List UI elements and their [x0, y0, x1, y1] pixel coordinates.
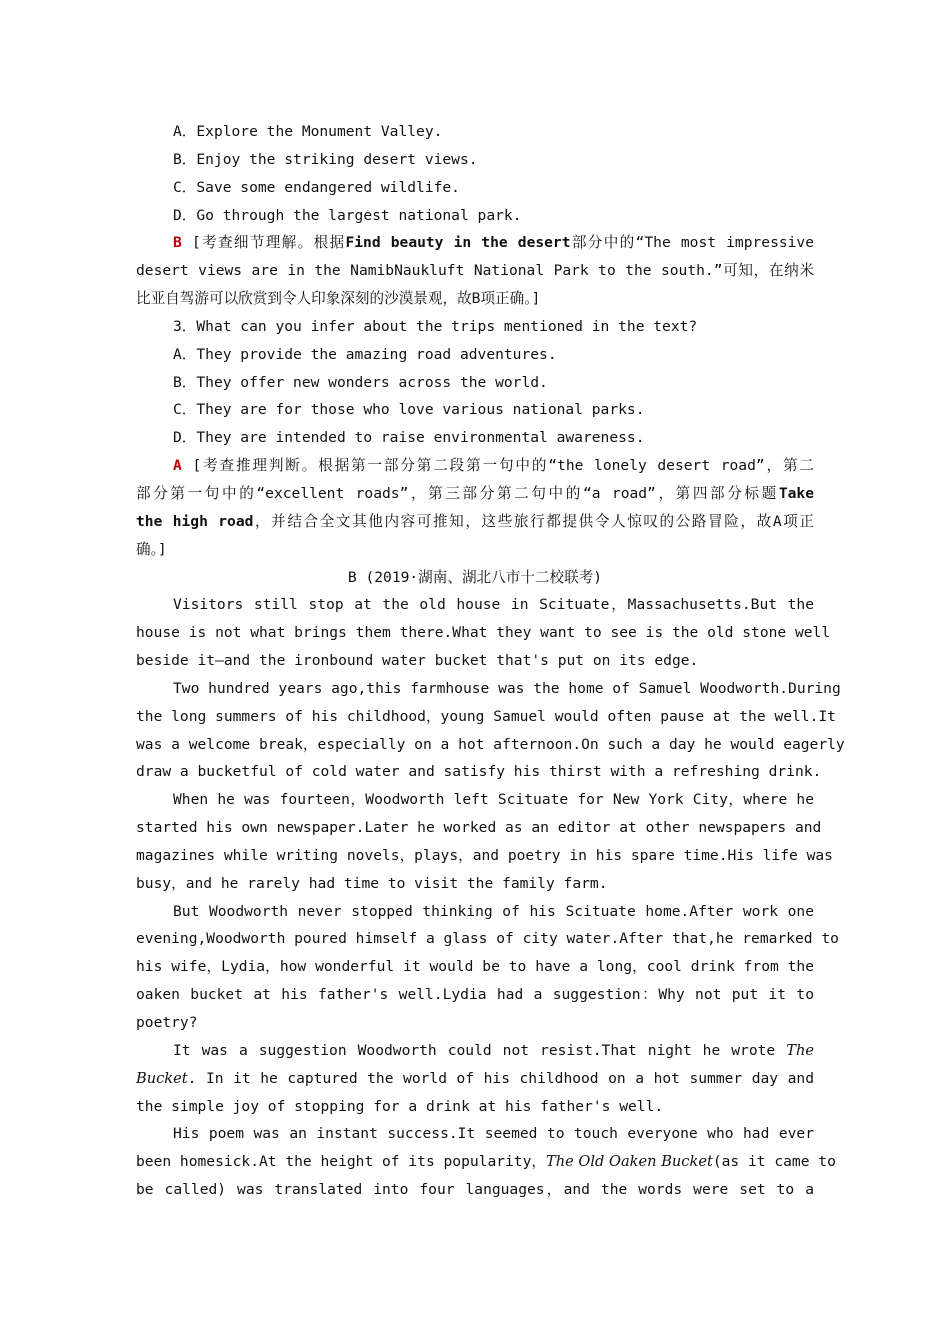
q2-option-a: A．Explore the Monument Valley.	[173, 123, 443, 140]
q3-explanation-line-1: A [考查推理判断。根据第一部分第二段第一句中的“the lonely desert road”，第二	[173, 457, 814, 475]
passage-p4-line-2: evening,Woodworth poured himself a glass of city water.After that,he remarked to	[136, 930, 839, 948]
q2-section-title: Find beauty in the desert	[345, 234, 571, 252]
passage-p3-line-4: busy，and he rarely had time to visit the family farm.	[136, 874, 608, 892]
q2-option-d: D．Go through the largest national park.	[173, 206, 522, 224]
section-b-heading: B (2019·湖南、湖北八市十二校联考)	[347, 568, 603, 586]
passage-p2-line-1: Two hundred years ago,this farmhouse was the home of Samuel Woodworth.During	[173, 679, 841, 697]
passage-p4-line-5: poetry?	[136, 1014, 198, 1031]
passage-p6-line-1: His poem was an instant success.It seemed to touch everyone who had ever	[173, 1125, 814, 1143]
q2-explanation-line-1: B [考查细节理解。根据Find beauty in the desert部分中的“The most impressive	[173, 234, 815, 252]
passage-p4-line-4: oaken bucket at his father's well.Lydia had a suggestion：Why not put it to	[136, 986, 814, 1004]
q3-option-c: C．They are for those who love various national parks.	[173, 401, 645, 419]
passage-p6-line-3: be called) was translated into four languages，and the words were set to a	[136, 1181, 814, 1199]
passage-p4-line-3: his wife，Lydia，how wonderful it would be to have a long，cool drink from the	[136, 958, 814, 976]
q3-stem: 3．What can you infer about the trips mentioned in the text?	[173, 317, 698, 335]
passage-p4-line-1: But Woodworth never stopped thinking of his Scituate home.After work one	[173, 902, 814, 920]
q2-explanation-line-3: 比亚自驾游可以欣赏到令人印象深刻的沙漠景观，故B项正确。]	[136, 290, 541, 308]
passage-p6-line-2: been homesick.At the height of its popularity，The Old Oaken Bucket(as it came to	[136, 1153, 836, 1171]
passage-p3-line-3: magazines while writing novels，plays，and poetry in his spare time.His life was	[136, 846, 833, 864]
q3-option-a: A．They provide the amazing road adventures.	[173, 345, 557, 363]
q3-explanation-line-2: 部分第一句中的“excellent roads”，第三部分第二句中的“a road”，第四部分标题Take	[136, 484, 814, 502]
poem-full-title: The Old Oaken Bucket	[545, 1153, 713, 1171]
document-body	[136, 118, 845, 1204]
q3-option-d: D．They are intended to raise environmental awareness.	[173, 429, 645, 447]
q2-option-c: C．Save some endangered wildlife.	[173, 178, 460, 196]
passage-p1-line-1: Visitors still stop at the old house in Scituate，Massachusetts.But the	[173, 596, 814, 614]
passage-p5-line-1: It was a suggestion Woodworth could not resist.That night he wrote The	[173, 1041, 815, 1059]
passage-p2-line-2: the long summers of his childhood，young Samuel would often pause at the well.It	[136, 707, 836, 725]
passage-p1-line-2: house is not what brings them there.What they want to see is the old stone well	[136, 624, 831, 642]
q2-option-b: B．Enjoy the striking desert views.	[173, 150, 478, 168]
q2-explanation-line-2: desert views are in the NamibNaukluft National Park to the south.”可知，在纳米	[136, 262, 814, 280]
q2-answer: B	[173, 234, 182, 252]
poem-title-part-2: Bucket	[136, 1069, 188, 1087]
passage-p3-line-2: started his own newspaper.Later he worked as an editor at other newspapers and	[136, 819, 822, 837]
passage-p2-line-3: was a welcome break，especially on a hot afternoon.On such a day he would eagerly	[136, 735, 845, 753]
passage-p2-line-4: draw a bucketful of cold water and satisfy his thirst with a refreshing drink.	[136, 763, 822, 781]
passage-p3-line-1: When he was fourteen，Woodworth left Scituate for New York City，where he	[173, 791, 814, 809]
passage-p1-line-3: beside it—and the ironbound water bucket that's put on its edge.	[136, 652, 699, 670]
passage-p5-line-2: Bucket. In it he captured the world of his childhood on a hot summer day and	[136, 1069, 814, 1087]
q3-option-b: B．They offer new wonders across the world.	[173, 373, 548, 391]
poem-title-part-1: The	[786, 1041, 815, 1059]
q3-answer: A	[173, 457, 182, 475]
q3-explanation-line-4: 确。]	[136, 540, 167, 558]
passage-p5-line-3: the simple joy of stopping for a drink at his father's well.	[136, 1097, 664, 1115]
q3-explanation-line-3: the high road，并结合全文其他内容可推知，这些旅行都提供令人惊叹的公路冒险，故A项正	[136, 512, 814, 530]
